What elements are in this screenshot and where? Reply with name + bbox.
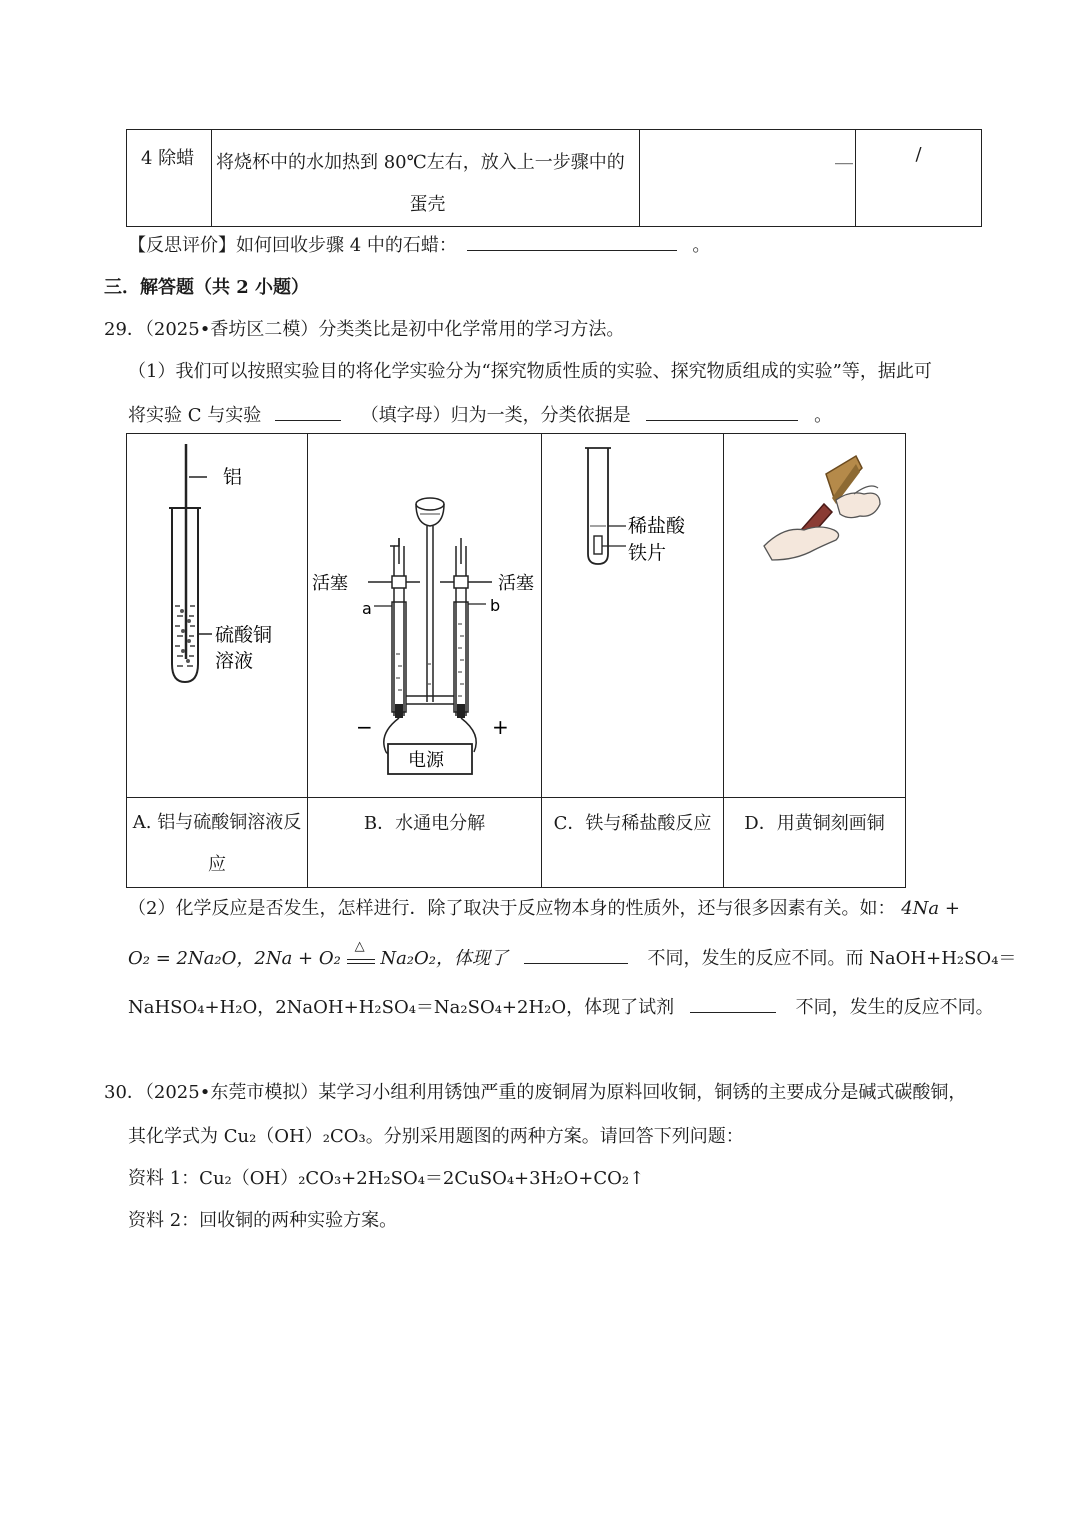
heat-symbol: △ — [354, 939, 365, 954]
label-dilute-hcl: 稀盐酸 — [628, 515, 686, 537]
q30-ref2: 资料 2：回收铜的两种实验方案。 — [128, 1210, 398, 1231]
step-label: 4 除蜡 — [141, 148, 195, 169]
label-solution: 溶液 — [215, 650, 254, 672]
q29-p2-line2 — [128, 939, 1017, 970]
q29-blank-letter[interactable] — [275, 402, 341, 421]
q29-p2-line3-a: NaHSO₄+H₂O，2NaOH+H₂SO₄＝Na₂SO₄+2H₂O，体现了试剂 — [128, 997, 675, 1018]
q29-p1-line2-b: （填字母）归为一类，分类依据是 — [360, 405, 631, 426]
label-negative: − — [356, 715, 373, 739]
label-a: a — [362, 599, 372, 618]
q29-p1-line2-end: 。 — [814, 405, 833, 426]
conclusion-value: / — [915, 144, 922, 165]
caption-c-cell — [542, 798, 724, 888]
figure-b-cell — [308, 434, 542, 798]
operation-line1: 将烧杯中的水加热到 80℃左右，放入上一步骤中的 — [216, 152, 625, 173]
label-power: 电源 — [408, 750, 444, 771]
q30-line1: 30．（2025•东莞市模拟）某学习小组利用锈蚀严重的废铜屑为原料回收铜，铜锈的主要成分是碱式碳酸铜， — [104, 1082, 967, 1103]
label-positive: + — [492, 715, 509, 739]
label-aluminum: 铝 — [223, 466, 243, 488]
q29-p2-line1-text: （2）化学反应是否发生，怎样进行．除了取决于反应物本身的性质外，还与很多因素有关。如： — [128, 898, 896, 919]
figure-a-cell — [127, 434, 308, 798]
reflection-end: 。 — [692, 235, 711, 256]
q30-ref1: 资料 1：Cu₂（OH）₂CO₃+2H₂SO₄＝2CuSO₄+3H₂O+CO₂↑ — [128, 1168, 645, 1189]
caption-d-cell — [724, 798, 906, 888]
phenomenon-blank: __ — [835, 144, 853, 165]
q29-blank-basis[interactable] — [646, 402, 798, 421]
figure-d-cell — [724, 434, 906, 798]
experiment-table — [126, 129, 982, 227]
q29-blank-condition[interactable] — [524, 945, 628, 964]
caption-b-cell — [308, 798, 542, 888]
operation-cell — [212, 130, 640, 227]
q29-p2-line2-b: 不同，发生的反应不同。而 NaOH+H₂SO₄＝ — [647, 948, 1017, 969]
q29-p1-line2-a: 将实验 C 与实验 — [128, 405, 262, 426]
operation-line2: 蛋壳 — [409, 194, 446, 215]
figure-a-aluminum-in-copper-sulfate — [127, 434, 307, 792]
heat-equals — [347, 939, 375, 964]
q29-p2-line3-b: 不同，发生的反应不同。 — [795, 997, 994, 1018]
conclusion-cell — [856, 130, 982, 227]
q29-blank-reagent[interactable] — [690, 994, 776, 1013]
phenomenon-cell — [640, 130, 856, 227]
q29-p2-line1 — [128, 894, 960, 920]
reflection-line — [128, 231, 710, 257]
figure-b-water-electrolysis — [308, 434, 541, 792]
caption-d: D．用黄铜刻画铜 — [744, 813, 885, 834]
label-stopcock-left: 活塞 — [312, 573, 348, 594]
section-title: 三．解答题（共 2 小题） — [104, 277, 310, 298]
q29-p2-line3 — [128, 993, 994, 1019]
step-cell — [127, 130, 212, 227]
caption-a-line1: A. 铝与硫酸铜溶液反 — [132, 811, 302, 833]
label-copper-sulfate: 硫酸铜 — [215, 624, 273, 646]
q29-p1-line2 — [128, 401, 832, 427]
q29-p2-eq2: Na₂O₂，体现了 — [380, 948, 508, 969]
q30-line2: 其化学式为 Cu₂（OH）₂CO₃。分别采用题图的两种方案。请回答下列问题： — [128, 1126, 744, 1147]
q29-p2-eq-start: 4Na + — [901, 898, 960, 919]
figure-c-cell — [542, 434, 724, 798]
q29-p2-eq1: O₂ = 2Na₂O，2Na + O₂ — [128, 948, 341, 969]
label-iron-sheet: 铁片 — [628, 542, 667, 564]
caption-b: B．水通电分解 — [363, 813, 486, 834]
experiment-figure-table — [126, 433, 906, 888]
reflection-blank[interactable] — [467, 232, 677, 251]
label-stopcock-right: 活塞 — [498, 573, 534, 594]
figure-d-brass-scratching-copper — [724, 434, 905, 792]
q29-stem: 29．（2025•香坊区二模）分类类比是初中化学常用的学习方法。 — [104, 319, 625, 340]
caption-a-cell — [127, 798, 308, 888]
label-b: b — [490, 596, 501, 615]
caption-c: C．铁与稀盐酸反应 — [553, 813, 712, 834]
reflection-text: 【反思评价】如何回收步骤 4 中的石蜡： — [128, 235, 457, 256]
q29-p1-line1: （1）我们可以按照实验目的将化学实验分为“探究物质性质的实验、探究物质组成的实验”等，据此可 — [128, 361, 932, 382]
caption-a-line2: 应 — [208, 853, 226, 875]
figure-c-iron-in-hydrochloric-acid — [542, 434, 723, 792]
